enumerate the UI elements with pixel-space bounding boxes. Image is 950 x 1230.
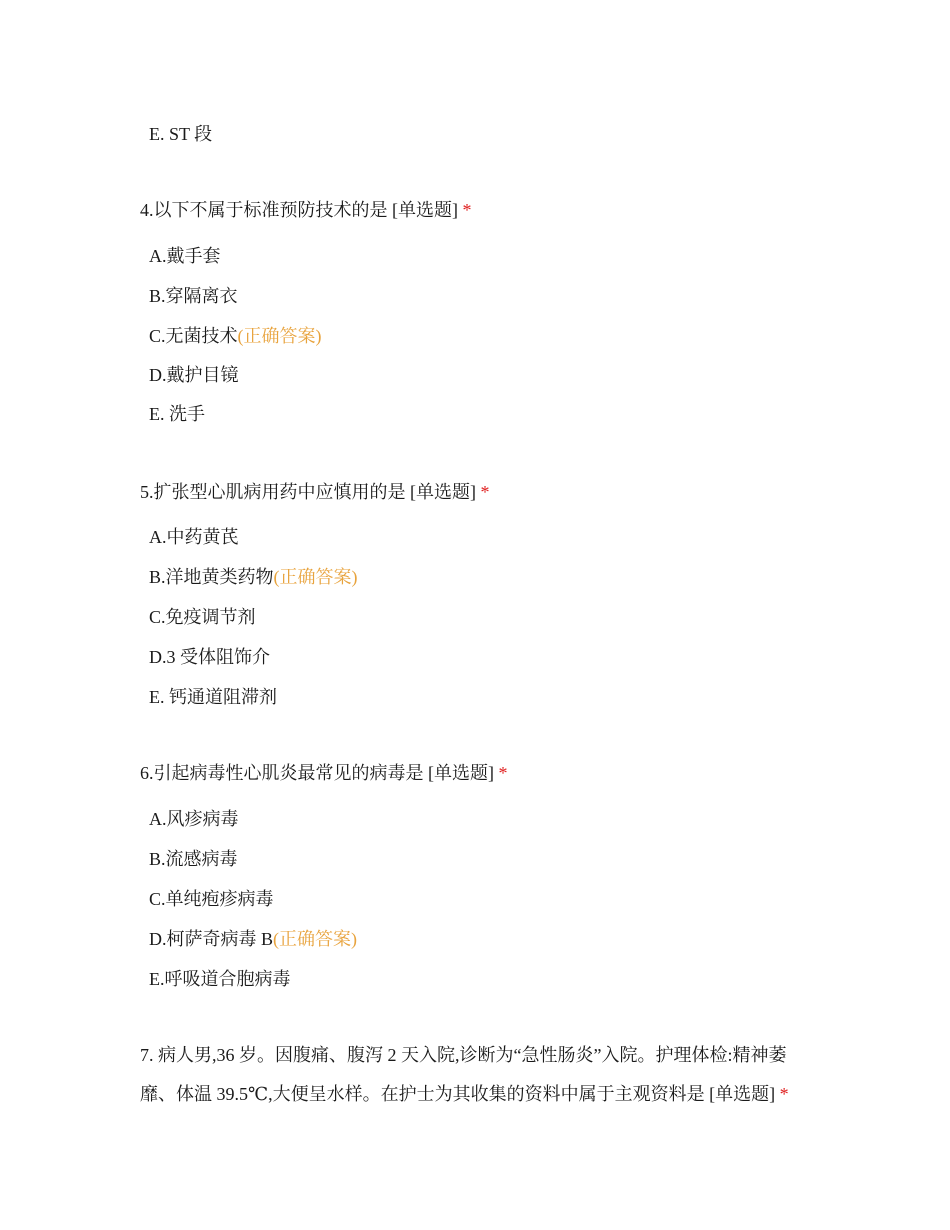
option-line [149,402,205,426]
correct-answer-mark: (正确答案) [273,929,358,949]
option-line [149,807,239,831]
option-line [149,685,277,709]
option-line [149,847,238,871]
option-text: B.穿隔离衣 [149,286,238,306]
option-line [149,605,256,629]
option-text: B.洋地黄类药物 [149,567,274,587]
required-star: * [498,763,508,783]
option-line [149,645,270,669]
option-text: D.3 受体阻饰介 [149,647,270,667]
option-text: C.单纯疱疹病毒 [149,889,274,909]
option-line [149,525,239,549]
question-text: 6.引起病毒性心肌炎最常见的病毒是 [单选题] [140,763,499,783]
option-line [149,324,322,348]
option-text: D.戴护目镜 [149,365,239,385]
correct-answer-mark: (正确答案) [237,326,322,346]
option-line [149,927,357,951]
option-text: A.风疹病毒 [149,809,239,829]
question-title [140,480,490,504]
question-title [140,198,472,222]
correct-answer-mark: (正确答案) [273,567,358,587]
question-text: 7. 病人男,36 岁。因腹痛、腹泻 2 天入院,诊断为“急性肠炎”入院。护理体检:精神萎靡、体温 39.5℃,大便呈水样。在护士为其收集的资料中属于主观资料是 [单选题] [140,1045,787,1104]
question-title [140,1036,815,1114]
option-text: E.呼吸道合胞病毒 [149,969,291,989]
option-text: C.无菌技术 [149,326,238,346]
option-line [149,565,358,589]
required-star: * [480,482,490,502]
option-line [149,363,239,387]
option-text: E. ST 段 [149,124,213,144]
option-text: A.戴手套 [149,246,221,266]
option-text: D.柯萨奇病毒 B [149,929,274,949]
option-line [149,887,274,911]
question-title [140,761,508,785]
option-text: C.免疫调节剂 [149,607,256,627]
option-text: B.流感病毒 [149,849,238,869]
option-line [149,967,291,991]
required-star: * [779,1084,789,1104]
option-line [149,244,221,268]
option-text: E. 洗手 [149,404,205,424]
required-star: * [462,200,472,220]
option-line [149,284,238,308]
question-text: 5.扩张型心肌病用药中应慎用的是 [单选题] [140,482,481,502]
option-line [149,122,212,146]
option-text: E. 钙通道阻滞剂 [149,687,277,707]
option-text: A.中药黄芪 [149,527,239,547]
question-text: 4.以下不属于标准预防技术的是 [单选题] [140,200,463,220]
